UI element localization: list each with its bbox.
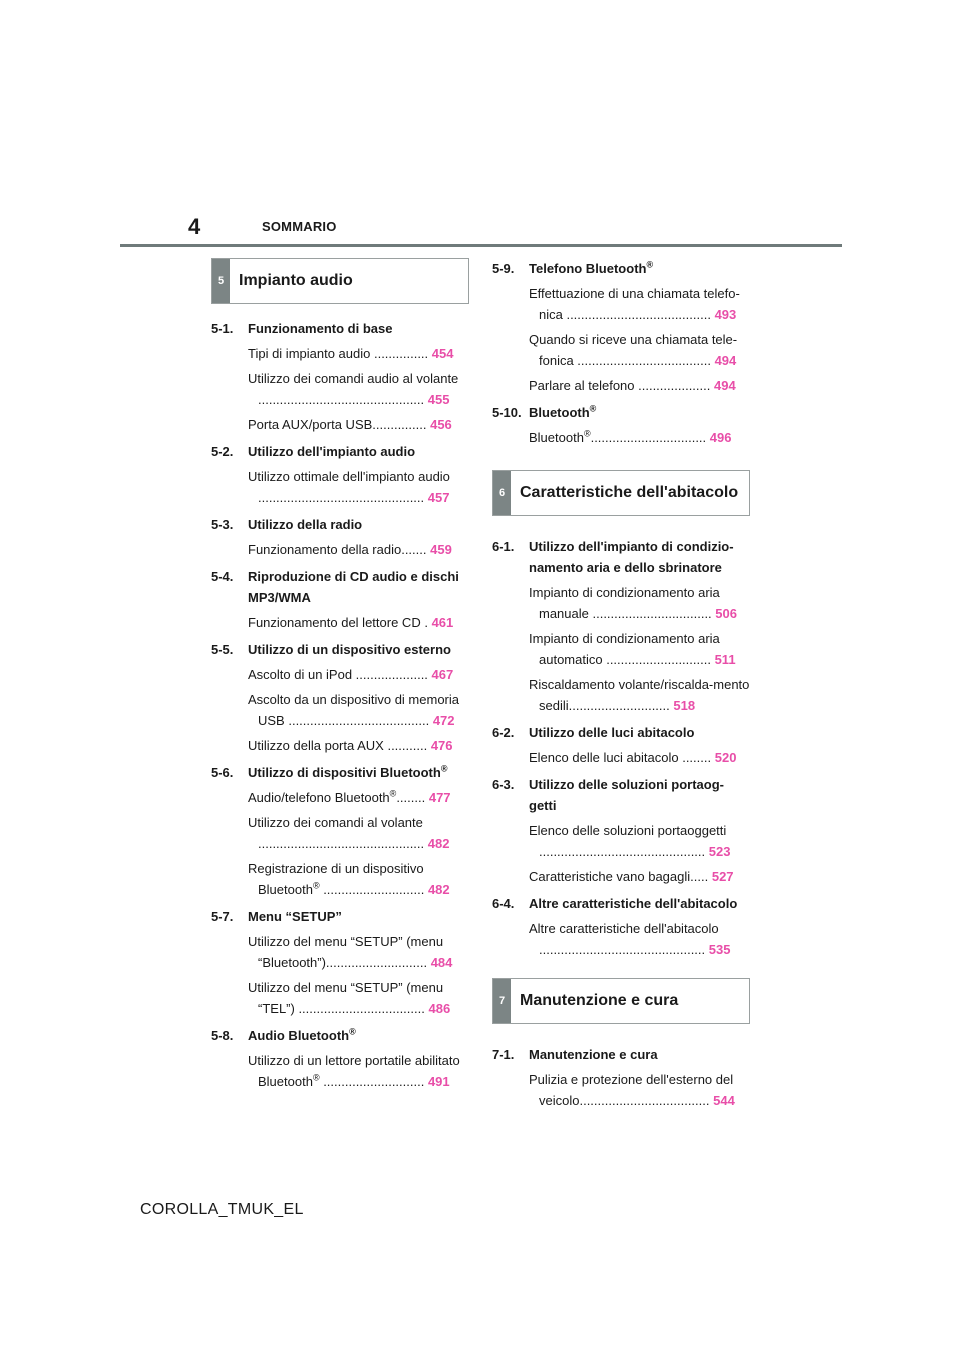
chapter-title: Utilizzo di un dispositivo esterno [248,642,451,657]
chapter-title: Altre caratteristiche dell'abitacolo [529,896,738,911]
toc-entry[interactable] [529,674,750,716]
entry-leader: ............................ [319,882,425,897]
chapter-heading[interactable] [211,639,469,660]
chapter-title: Manutenzione e cura [529,1047,658,1062]
chapter-heading[interactable] [211,1025,469,1046]
header-title: SOMMARIO [262,219,337,234]
chapter-number: 5-1. [211,321,234,336]
entry-text: Caratteristiche vano bagagli..... [529,869,709,884]
entry-text: Bluetooth [529,430,584,445]
entry-text: Funzionamento del lettore CD . [248,615,428,630]
toc-entry[interactable] [529,820,750,862]
page-link[interactable]: 496 [709,430,732,445]
toc-list [492,1044,750,1117]
chapter-heading[interactable] [492,722,750,743]
entry-text: Tipi di impianto audio ............... [248,346,429,361]
registered-mark: ® [440,763,448,774]
page-link[interactable]: 461 [431,615,454,630]
toc-entry[interactable] [529,582,750,624]
page-number: 4 [188,214,201,239]
page-link[interactable]: 493 [714,307,737,322]
toc-entry[interactable] [248,858,469,900]
chapter-number: 5-5. [211,642,234,657]
toc-entry[interactable] [529,329,750,371]
section-header-7[interactable] [492,978,750,1024]
chapter-number: 5-3. [211,517,234,532]
chapter-heading[interactable] [492,536,750,578]
section-number-tab: 7 [493,979,511,1023]
chapter-title: Utilizzo della radio [248,517,363,532]
toc-entry[interactable] [529,375,750,396]
chapter-number: 6-3. [492,777,515,792]
toc-entry[interactable] [529,866,750,887]
entry-text: Effettuazione di una chiamata telefo-nica ........................................ [529,286,740,322]
chapter-heading[interactable] [492,893,750,914]
header-divider [120,244,842,247]
toc-entry[interactable] [248,787,469,808]
document-code: COROLLA_TMUK_EL [140,1201,304,1218]
toc-entry[interactable] [248,466,469,508]
toc-entry[interactable] [529,1069,750,1111]
entry-text: Ascolto da un dispositivo di memoria USB ....................................... [248,692,459,728]
toc-entry[interactable] [248,931,469,973]
toc-entry[interactable] [248,414,469,435]
entry-leader: ............................ [319,1074,425,1089]
page-link[interactable]: 476 [430,738,453,753]
entry-text: Pulizia e protezione dell'esterno del veicolo.................................... [529,1072,734,1108]
chapter-heading[interactable] [211,318,469,339]
section-header-6[interactable] [492,470,750,516]
page-link[interactable]: 491 [427,1074,450,1089]
chapter-title: Riproduzione di CD audio e dischi MP3/WMA [248,569,459,605]
page-link[interactable]: 454 [431,346,454,361]
right-column [492,258,750,1117]
chapter-number: 5-7. [211,909,234,924]
entry-text: Riscaldamento volante/riscalda-mento sedili............................ [529,677,750,713]
page-link[interactable]: 467 [431,667,454,682]
chapter-number: 5-2. [211,444,234,459]
page-link[interactable]: 527 [711,869,734,884]
chapter-heading[interactable] [492,402,750,423]
registered-mark: ® [583,428,591,439]
entry-text: Elenco delle soluzioni portaoggetti .............................................. [529,823,727,859]
page-link[interactable]: 477 [428,790,451,805]
page-link[interactable]: 486 [428,1001,451,1016]
page-link[interactable]: 455 [427,392,450,407]
chapter-number: 7-1. [492,1047,515,1062]
toc-entry[interactable] [529,628,750,670]
chapter-title: Telefono Bluetooth [529,261,647,276]
chapter-heading[interactable] [492,1044,750,1065]
toc-list [492,258,750,454]
entry-text: Utilizzo dei comandi al volante .............................................. [248,815,425,851]
entry-text: Audio/telefono Bluetooth [248,790,390,805]
chapter-number: 6-4. [492,896,515,911]
toc-entry[interactable] [248,343,469,364]
entry-text: Impianto di condizionamento aria manuale ................................. [529,585,720,621]
chapter-heading[interactable] [211,514,469,535]
page-link[interactable]: 484 [430,955,453,970]
chapter-title: Utilizzo delle soluzioni portaog-getti [529,777,724,813]
section-title: Caratteristiche dell'abitacolo [520,484,739,501]
toc-entry[interactable] [248,612,469,633]
chapter-heading[interactable] [211,566,469,608]
toc-entry[interactable] [248,368,469,410]
toc-list [492,536,750,966]
page-link[interactable]: 494 [714,353,737,368]
section-number-tab: 6 [493,471,511,515]
page-link[interactable]: 482 [427,882,450,897]
chapter-heading[interactable] [211,762,469,783]
chapter-title: Utilizzo delle luci abitacolo [529,725,695,740]
registered-mark: ® [389,788,397,799]
chapter-title: Audio Bluetooth [248,1028,350,1043]
entry-text: Porta AUX/porta USB............... [248,417,427,432]
section-header-5[interactable] [211,258,469,304]
page-link[interactable]: 482 [427,836,450,851]
chapter-title: Utilizzo dell'impianto audio [248,444,416,459]
registered-mark: ® [646,259,654,270]
entry-text: Parlare al telefono .................... [529,378,711,393]
entry-leader: ................................ [590,430,707,445]
toc-entry[interactable] [248,735,469,756]
entry-text: Utilizzo di un lettore portatile abilitato Bluetooth [248,1053,460,1089]
chapter-title: Funzionamento di base [248,321,393,336]
page-link[interactable]: 456 [430,417,452,432]
page-link[interactable]: 457 [427,490,450,505]
entry-text: Impianto di condizionamento aria automatico ............................. [529,631,720,667]
page-link[interactable]: 506 [715,606,737,621]
entry-text: Utilizzo del menu “SETUP” (menu “Bluetooth”)............................ [248,934,444,970]
page-link[interactable]: 459 [430,542,452,557]
entry-text: Elenco delle luci abitacolo ........ [529,750,712,765]
entry-leader: ........ [396,790,426,805]
chapter-number: 5-9. [492,261,515,276]
chapter-heading[interactable] [492,774,750,816]
chapter-number: 6-1. [492,539,515,554]
registered-mark: ® [589,403,597,414]
page-link[interactable]: 472 [432,713,455,728]
chapter-number: 5-4. [211,569,234,584]
chapter-title: Utilizzo di dispositivi Bluetooth [248,765,441,780]
entry-text: Utilizzo ottimale dell'impianto audio .............................................. [248,469,450,505]
toc-entry[interactable] [529,918,750,960]
chapter-heading[interactable] [211,906,469,927]
chapter-title: Utilizzo dell'impianto di condizio-namento aria e dello sbrinatore [529,539,734,575]
toc-entry[interactable] [248,977,469,1019]
page-link[interactable]: 523 [708,844,731,859]
toc-entry[interactable] [529,283,750,325]
section-title: Impianto audio [239,272,353,289]
entry-text: Utilizzo della porta AUX ........... [248,738,428,753]
entry-text: Registrazione di un dispositivo Bluetooth [248,861,424,897]
toc-entry[interactable] [248,539,469,560]
toc-entry[interactable] [248,689,469,731]
entry-text: Quando si riceve una chiamata tele-fonica ..................................... [529,332,738,368]
chapter-number: 6-2. [492,725,515,740]
page-link[interactable]: 520 [714,750,737,765]
toc-entry[interactable] [529,427,750,448]
page-link[interactable]: 535 [708,942,731,957]
page-link[interactable]: 518 [673,698,696,713]
registered-mark: ® [312,880,320,891]
section-number-tab: 5 [212,259,230,303]
toc-entry[interactable] [248,664,469,685]
toc-entry[interactable] [248,1050,469,1092]
page-link[interactable]: 511 [714,652,736,667]
chapter-number: 5-8. [211,1028,234,1043]
toc-entry[interactable] [248,812,469,854]
toc-entry[interactable] [529,747,750,768]
chapter-title: Menu “SETUP” [248,909,342,924]
entry-text: Utilizzo del menu “SETUP” (menu “TEL”) ................................... [248,980,444,1016]
toc-list [211,318,469,1098]
entry-text: Altre caratteristiche dell'abitacolo .............................................. [529,921,719,957]
left-column [211,258,469,1098]
chapter-heading[interactable] [211,441,469,462]
chapter-number: 5-6. [211,765,234,780]
registered-mark: ® [312,1072,320,1083]
chapter-heading[interactable] [492,258,750,279]
entry-text: Utilizzo dei comandi audio al volante .............................................. [248,371,459,407]
entry-text: Funzionamento della radio....... [248,542,427,557]
section-title: Manutenzione e cura [520,992,679,1009]
registered-mark: ® [349,1026,356,1037]
entry-text: Ascolto di un iPod .................... [248,667,428,682]
chapter-number: 5-10. [492,405,522,420]
page-link[interactable]: 494 [713,378,736,393]
page-link[interactable]: 544 [713,1093,735,1108]
chapter-title: Bluetooth [529,405,590,420]
